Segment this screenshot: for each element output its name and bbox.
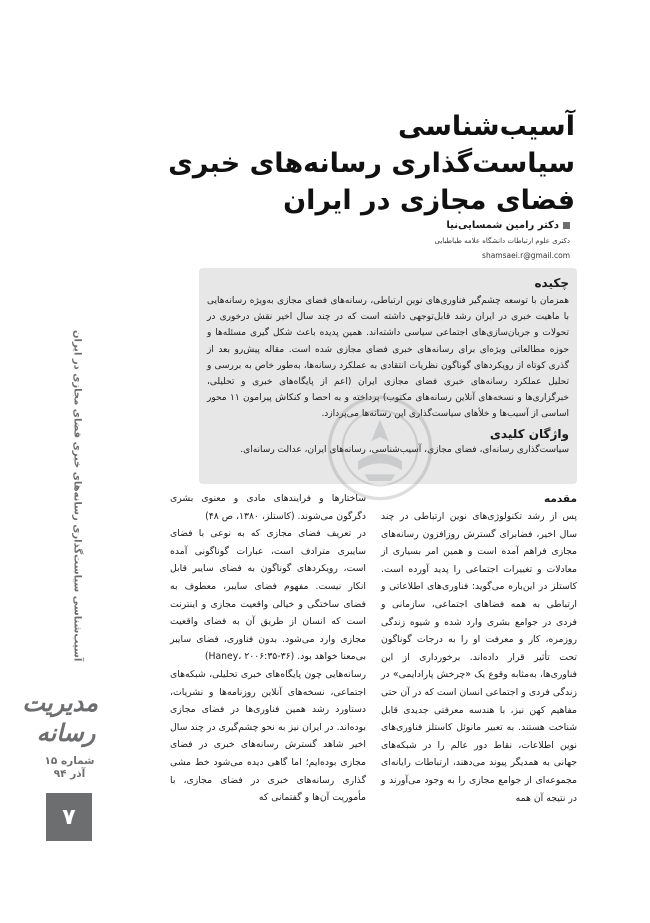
page-number: ۷ — [62, 804, 76, 830]
author-block — [270, 220, 570, 260]
keywords-text: سیاست‌گذاری رسانه‌ای، فضای مجازی، آسیب‌شناسی، رسانه‌های ایران، عدالت رسانه‌ای. — [240, 444, 569, 455]
intro-heading: مقدمه — [544, 493, 577, 505]
page-number-box — [46, 793, 92, 841]
body-column-left — [170, 490, 366, 807]
author-affiliation: دکتری علوم ارتباطات دانشگاه علامه طباطبایی — [434, 237, 570, 245]
title-line-2: سیاست‌گذاری رسانه‌های خبری — [168, 148, 575, 179]
title-line-3: فضای مجازی در ایران — [283, 185, 575, 216]
body-paragraph-3: رسانه‌هایی چون پایگاه‌های خبری تحلیلی، شبکه‌های اجتماعی، نسخه‌های آنلاین روزنامه‌ها و نشریات، دستاورد رشد همین فناوری‌ها در فضای مجازی بوده‌اند. در ایران نیز به نحو چشم‌گیری در چند سال اخیر شاهد گسترش رسانه‌های خبری در فضای مجازی بوده‌ایم؛ اما گاهی دیده می‌شود خط مشی گذاری رسانه‌های خبری در فضای مجازی، با مأموریت آن‌ها و گفتمانی که — [170, 668, 366, 804]
body-column-right — [381, 490, 577, 807]
university-seal-watermark-icon — [325, 393, 435, 503]
intro-paragraph: پس از رشد تکنولوژی‌های نوین ارتباطی در چند سال اخیر، فضابرای گسترش روزافزون رسانه‌های مجازی فراهم آمده است و همین امر بسیاری از معادلات و تغییرات اجتماعی را پدید آورده است. کاستلز در این‌باره می‌گوید: فناوری‌های اطلاعاتی و ارتباطی به همه فضاهای اجتماعی، سازمانی و فردی در جوامع بشری وارد شده و شیوه زندگی روزمره، کار و معرفت او را به درجات گوناگون تحت تأثیر قرار داده‌اند. برخورداری از این فناوری‌ها، به‌مثابه وقوع یک «چرخش پارادایمی» در زندگی فردی و اجتماعی انسان است که در آن حتی مفاهیم کهن نیز، با هندسه معرفتی جدیدی قابل شناخت هستند. به تعبیر مانوئل کاستلز فناوری‌های نوین اطلاعات، نقاط دور عالم را در شبکه‌های جهانی به همدیگر پیوند می‌دهند، ارتباطات رایانه‌ای مجموعه‌ای از جوامع مجازی را به وجود می‌آورند و در نتیجه آن همه — [381, 511, 577, 804]
author-name-row — [270, 220, 570, 231]
abstract-heading: چکیده — [534, 276, 569, 290]
abstract-text: همزمان با توسعه چشم‌گیر فناوری‌های نوین ارتباطی، رسانه‌های فضای مجازی به‌ویژه رسانه‌هایی با ماهیت خبری در ایران رشد قابل‌توجهی داشته است که در چند سال اخیر نقش درخوری در تحولات و جریان‌سازی‌های اجتماعی سیاسی داشته‌اند. همین پدیده باعث شکل گیری مسئله‌ها و حوزه مطالعاتی ویژه‌ای برای رسانه‌های خبری فضای مجازی شده است. مقاله پیش‌رو بعد از گذری کوتاه از رویکردهای گوناگون نظریات انتقادی به عملکرد رسانه‌ها، به‌طور خاص به بررسی و تحلیل عملکرد رسانه‌های خبری فضای مجازی ایران (اعم از پایگاه‌های خبری و تحلیلی، خبرگزاری‌ها و نسخه‌های آنلاین رسانه‌های مکتوب) پرداخته و به احصا و کنکاش پیرامون ۱۱ محور اساسی از آسیب‌ها و خلأهای سیاست‌گذاری این رسانه‌ها می‌پردازد. — [207, 296, 569, 420]
issue-info — [42, 755, 97, 781]
square-bullet-icon — [563, 222, 570, 229]
magazine-logo — [22, 688, 98, 748]
running-title — [70, 316, 84, 676]
body-paragraph-2: در تعریف فضای مجازی که به نوعی با فضای سایبری مترادف است، عبارات گوناگونی آمده است، رویکردهای گوناگون به فضای سایبر قابل انکار نیست. مفهوم فضای سایبر، معطوف به فضای ساختگی و خیالی واقعیت مجازی و اینترنت است که انسان از طریق آن به فضای واقعیت مجازی وارد می‌شود. بدون فناوری، فضای سایبر بی‌معنا خواهد بود. (Haney، ۲۰۰۶:۳۵-۳۶) — [170, 528, 366, 663]
title-line-1: آسیب‌شناسی — [398, 111, 575, 142]
issue-date: آذر ۹۴ — [53, 768, 86, 780]
article-title — [155, 108, 575, 219]
author-name: دکتر رامین شمسایی‌نیا — [446, 220, 559, 231]
logo-text: مدیریت رسانه — [22, 688, 98, 747]
author-email[interactable]: shamsaei.r@gmail.com — [482, 251, 570, 260]
issue-number: شماره ۱۵ — [44, 755, 95, 767]
keywords-heading: واژگان کلیدی — [489, 426, 569, 441]
body-paragraph-1: ساختارها و فرایندهای مادی و معنوی بشری دگرگون می‌شوند. (کاستلز، ۱۳۸۰، ص ۴۸) — [170, 493, 366, 522]
running-title-text: آسیب‌شناسی سیاست‌گذاری رسانه‌های خبری فضای مجازی در ایران — [71, 330, 83, 662]
